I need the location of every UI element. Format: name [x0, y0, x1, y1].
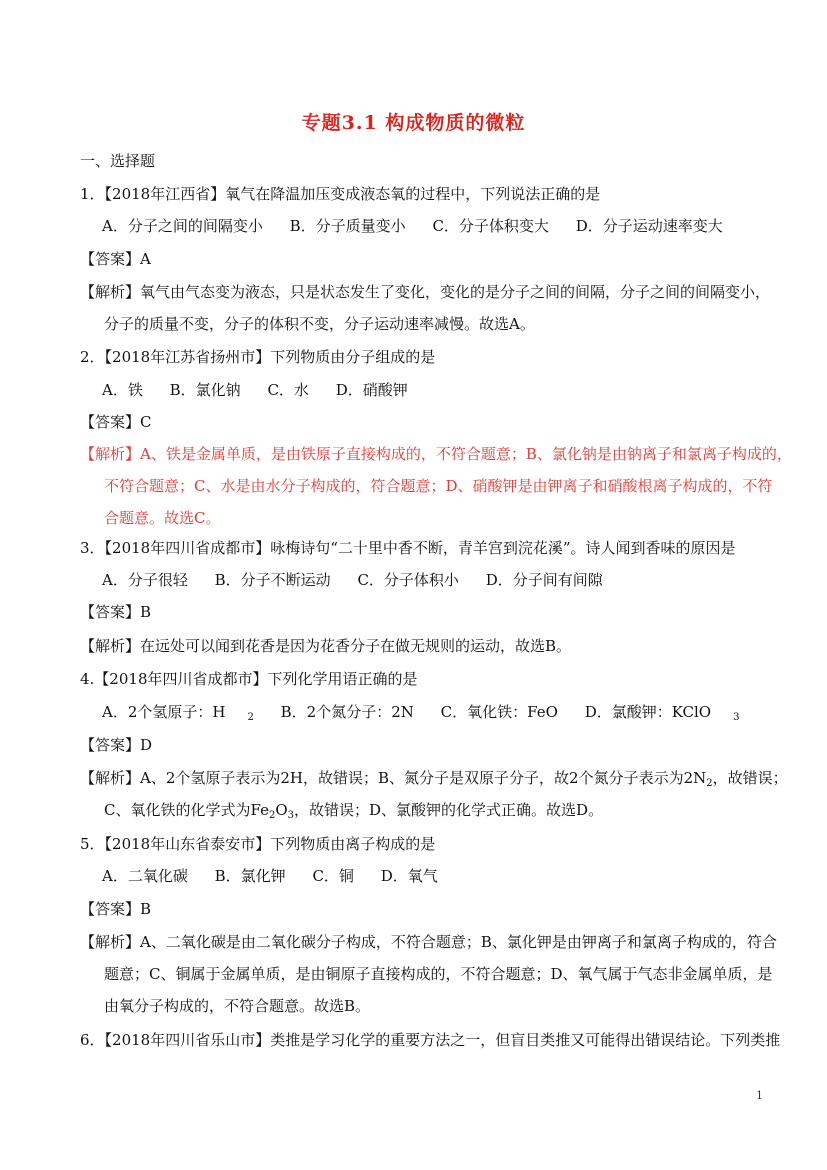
question-4-options: [102, 702, 792, 722]
question-1-option-d: D．分子运动速率变大: [575, 217, 723, 235]
question-4-option-b: B．2个氮分子：2N: [280, 703, 414, 721]
question-4-analysis-line-2: C、氧化铁的化学式为$Fe_2O_3$，故错误；D、氯酸钾的化学式正确。故选D。: [104, 801, 604, 821]
question-5-option-c: C．铜: [312, 867, 354, 885]
question-3-option-b: B．分子不断运动: [214, 571, 331, 589]
question-3-analysis-line-1: 【解析】在远处可以闻到花香是因为花香分子在做无规则的运动，故选B。: [80, 637, 572, 655]
question-5-analysis-line-2: 题意；C、铜属于金属单质，是由铜原子直接构成的，不符合题意；D、氧气属于气态非金属单质，是: [104, 965, 773, 983]
question-5-analysis-line-3: 由氧分子构成的，不符合题意。故选B。: [104, 997, 371, 1015]
question-4-option-c: C．氧化铁：FeO: [440, 703, 558, 721]
question-2-option-d: D．硝酸钾: [335, 381, 408, 399]
question-4-answer: 【答案】D: [80, 736, 153, 754]
page-title: 专题3.1 构成物质的微粒: [301, 112, 526, 134]
question-3-options: [102, 570, 792, 590]
question-1-answer: 【答案】A: [80, 250, 151, 268]
question-2-stem: 2．【2018年江苏省扬州市】下列物质由分子组成的是: [80, 348, 436, 366]
page-number: 1: [756, 1089, 763, 1102]
question-5-option-d: D．氧气: [380, 867, 438, 885]
question-2-option-c: C．水: [267, 381, 309, 399]
question-2-analysis-line-2: 不符合题意；C、水是由水分子构成的，符合题意；D、硝酸钾是由钾离子和硝酸根离子构成的，不符: [104, 477, 773, 495]
question-3-answer: 【答案】B: [80, 603, 152, 621]
question-4-option-d: D．氯酸钾：KClO $_3$: [584, 703, 740, 723]
question-5-options: [102, 866, 792, 886]
section-heading: 一、选择题: [80, 152, 156, 170]
question-2-options: [102, 380, 792, 400]
question-1-option-b: B．分子质量变小: [289, 217, 406, 235]
question-5-option-a: A．二氧化碳: [102, 867, 188, 885]
question-1-stem: 1．【2018年江西省】氧气在降温加压变成液态氧的过程中，下列说法正确的是: [80, 185, 601, 203]
question-3-option-d: D．分子间有间隙: [485, 571, 603, 589]
question-6-stem: 6．【2018年四川省乐山市】类推是学习化学的重要方法之一，但盲目类推又可能得出错误结论。下列类推: [80, 1031, 781, 1049]
question-5-answer: 【答案】B: [80, 900, 152, 918]
question-1-option-a: A．分子之间的间隔变小: [102, 217, 263, 235]
question-3-option-a: A．分子很轻: [102, 571, 188, 589]
question-2-option-b: B．氯化钠: [169, 381, 241, 399]
question-1-options: [102, 216, 792, 236]
question-4-analysis-line-1: 【解析】A、2个氢原子表示为2H，故错误；B、氮分子是双原子分子，故2个氮分子表示为$2N_2$，故错误；: [80, 769, 788, 789]
question-1-analysis-line-1: 【解析】氧气由气态变为液态，只是状态发生了变化，变化的是分子之间的间隔，分子之间的间隔变小，: [80, 283, 771, 301]
question-5-analysis-line-1: 【解析】A、二氧化碳是由二氧化碳分子构成，不符合题意；B、氯化钾是由钾离子和氯离子构成的，符合: [80, 933, 777, 951]
question-4-stem: 4.【2018年四川省成都市】下列化学用语正确的是: [80, 670, 418, 688]
question-3-stem: 3．【2018年四川省成都市】咏梅诗句“二十里中香不断，青羊宫到浣花溪”。诗人闻到香味的原因是: [80, 539, 736, 557]
question-5-stem: 5．【2018年山东省泰安市】下列物质由离子构成的是: [80, 835, 436, 853]
question-2-analysis-line-1: 【解析】A、铁是金属单质，是由铁原子直接构成的，不符合题意；B、氯化钠是由钠离子和氯离子构成的，: [80, 445, 792, 463]
question-1-analysis-line-2: 分子的质量不变，分子的体积不变，分子运动速率减慢。故选A。: [104, 315, 535, 333]
question-2-option-a: A．铁: [102, 381, 143, 399]
question-2-answer: 【答案】C: [80, 413, 152, 431]
question-4-option-a: A．2个氢原子：H $_2$: [102, 703, 254, 723]
question-5-option-b: B．氯化钾: [214, 867, 286, 885]
question-3-option-c: C．分子体积小: [357, 571, 459, 589]
question-1-option-c: C．分子体积变大: [432, 217, 549, 235]
question-2-analysis-line-3: 合题意。故选C。: [104, 509, 221, 527]
